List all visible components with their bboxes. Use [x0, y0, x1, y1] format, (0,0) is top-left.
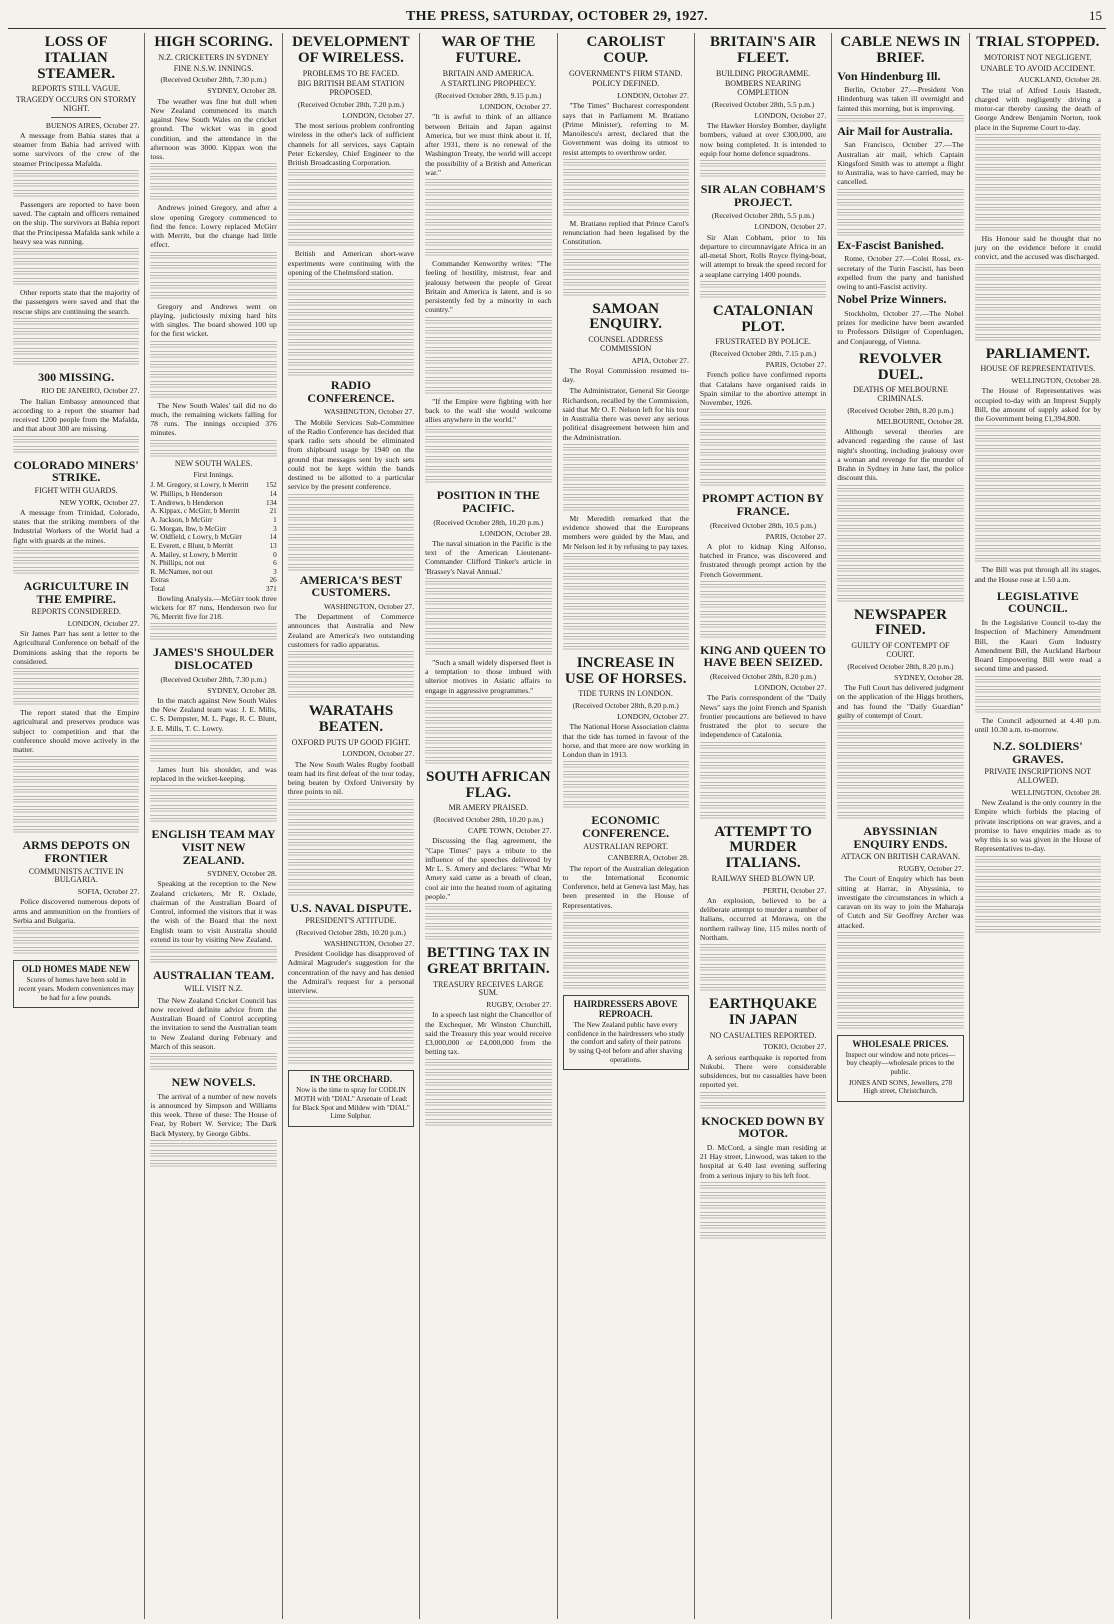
subheading: DEATHS OF MELBOURNE CRIMINALS. — [853, 385, 948, 404]
paragraph: Police discovered numerous depots of arms and ammunition on the frontiers of Serbia and Bulgaria. — [13, 897, 140, 925]
paragraph: The arrival of a number of new novels is announced by Simpson and Williams this week. Three of these: The House of Fear, by Robert W. Service; The Dark Back Mystery, by George Gibbs. — [150, 1091, 277, 1138]
ad-headline: OLD HOMES MADE NEW — [21, 964, 131, 975]
paragraph: The Department of Commerce announces that Australia and New Zealand are America's two outstanding customers for radio apparatus. — [287, 612, 415, 649]
paragraph: Discussing the flag agreement, the "Cape Times" pays a tribute to the influence of the speeches delivered by Mr L. S. Amery and declares: "What Mr Amery said came as a breath of clean, cool air into the heated room of agitating people." — [425, 836, 552, 901]
dateline: PERTH, October 27. — [763, 885, 827, 895]
headline: ECONOMIC CONFERENCE. — [582, 813, 670, 841]
dateline: LONDON, October 27. — [342, 749, 415, 759]
received-line: (Received October 28th, 9.15 p.m.) — [435, 91, 542, 101]
dateline: SYDNEY, October 28. — [207, 86, 277, 96]
column-4 — [420, 33, 557, 1619]
ad-text: Inspect our window and note prices—buy cheaply—wholesale prices to the public. — [845, 1050, 956, 1077]
received-line: (Received October 28th, 8.20 p.m.) — [847, 405, 954, 415]
article-pacific — [425, 489, 551, 763]
dateline: MELBOURNE, October 28. — [876, 416, 964, 426]
subheading: FINE N.S.W. INNINGS. — [173, 63, 254, 73]
paragraph: The Royal Commission resumed to-day. — [562, 365, 689, 385]
headline: POSITION IN THE PACIFIC. — [436, 488, 540, 515]
paragraph: President Coolidge has disapproved of Admiral Magruder's suggestion for the concentration of the navy and has denied the Admiral's request for a personal interview. — [287, 949, 415, 996]
subheading: FRUSTRATED BY POLICE. — [715, 337, 811, 347]
dateline: AUCKLAND, October 28. — [1018, 75, 1101, 85]
article-english-team — [150, 828, 276, 963]
dateline: LONDON, October 27. — [617, 91, 689, 101]
score-row: W. Oldfield, c Lowry, b McGirr 14 — [150, 533, 277, 542]
dateline: RUGBY, October 27. — [486, 1000, 552, 1010]
article-cobham — [700, 183, 826, 298]
dateline: BUENOS AIRES, October 27. — [45, 120, 140, 130]
ad-text: The New Zealand public have every confidence in the hairdressers who study the comfort and safety of their patrons by using Q-tol before and after shaving operations. — [567, 1020, 685, 1064]
paragraph: The report stated that the Empire agricultural and preserves produce was subject to competition and that the conference should move actively in the matter. — [13, 708, 140, 755]
paragraph: Although several theories are advanced regarding the cause of last night's shooting, including jealousy over a woman and revenge for the murder of Brahn in Sydney in June last, the police discount this. — [837, 427, 964, 483]
headline: NEWSPAPER FINED. — [853, 606, 947, 639]
headline: U.S. NAVAL DISPUTE. — [290, 900, 412, 915]
subheading: ATTACK ON BRITISH CARAVAN. — [840, 852, 960, 862]
headline: LOSS OF ITALIAN STEAMER. — [37, 34, 116, 82]
news-item-heading: Ex-Fascist Banished. — [837, 237, 944, 252]
dateline: WELLINGTON, October 28. — [1011, 787, 1101, 797]
article-wireless — [288, 35, 414, 698]
subheading: MR AMERY PRAISED. — [448, 803, 529, 813]
paragraph: The Council adjourned at 4.40 p.m. until 10.30 a.m. to-morrow. — [974, 715, 1101, 734]
article-australian-team — [150, 969, 276, 1070]
subheading: BIG BRITISH BEAM STATION PROPOSED. — [297, 79, 405, 98]
paragraph: The New Zealand Cricket Council has now received definite advice from the Australian Board of Control accepting the invitation to send the Australian team to New Zealand during February and March of this season. — [150, 995, 277, 1051]
score-row: N. Phillips, not out 6 — [150, 559, 277, 568]
article-agriculture — [13, 580, 139, 833]
column-2 — [145, 33, 282, 1619]
paragraph: In the match against New South Wales the New Zealand team was: J. E. Mills, C. S. Dempster, M. L. Page, R. C. Blunt, J. E. Mills, T. C. Lowry. — [150, 695, 277, 733]
score-row: G. Morgan, lbw, b McGirr 3 — [150, 524, 277, 533]
article-soldiers-graves — [975, 740, 1101, 933]
paragraph: The New South Wales Rugby football team had its first defeat of the tour today, being beaten by Oxford University by three points to nil. — [287, 759, 415, 797]
subheading: GUILTY OF CONTEMPT OF COURT. — [851, 641, 950, 660]
subheading: UNABLE TO AVOID ACCIDENT. — [980, 63, 1096, 73]
headline: WAR OF THE FUTURE. — [441, 34, 536, 66]
paragraph: In the Legislative Council to-day the Inspection of Machinery Amendment Bill, the Kauri Gum Industry Amendment Bill, the Auckland Harbour Board Empowering Bill were read a second time and passed. — [974, 618, 1101, 674]
article-bulgaria — [13, 839, 139, 954]
headline: N.Z. SOLDIERS' GRAVES. — [992, 739, 1083, 766]
dateline: WASHINGTON, October 27. — [323, 407, 415, 417]
article-revolver-duel — [837, 352, 963, 602]
subheading: N.Z. CRICKETERS IN SYDNEY — [158, 52, 269, 62]
headline: CATALONIAN PLOT. — [712, 302, 814, 335]
paragraph: Commander Kenworthy writes: "The feeling of hostility, mistrust, fear and jealousy between the people of Great Britain and America is latent, and is so persistently fed by a minority in each country." — [425, 259, 552, 315]
paragraph: M. Bratiano replied that Prince Carol's renunciation had been legalised by the Constitution. — [562, 218, 689, 247]
paragraph: Passengers are reported to have been saved. The captain and officers remained on the ship. The survivors at Bahia report that the Principessa Mafalda sank while a heavy sea was running. — [13, 199, 140, 246]
headline: COLORADO MINERS' STRIKE. — [13, 457, 139, 485]
advertisement — [288, 1070, 414, 1127]
paragraph: A message from Trinidad, Colorado, states that the striking members of the Industrial Workers of the World had a fight with guards at the mines. — [13, 507, 140, 545]
paragraph: In a speech last night the Chancellor of the Exchequer, Mr Winston Churchill, said the Treasury this year would receive £3,000,000 or £4,000,000 from the betting tax. — [425, 1010, 552, 1057]
paragraph: New Zealand is the only country in the Empire which forbids the placing of private inscriptions on war graves, and a promise to have enquiries made as to why this is so was given in the House of Representatives to-day. — [974, 798, 1101, 854]
page-number: 15 — [1089, 8, 1102, 23]
received-line: (Received October 28th, 10.5 p.m.) — [709, 520, 817, 530]
received-line: (Received October 28th, 7.30 p.m.) — [160, 674, 267, 684]
score-total: Total 371 — [150, 585, 277, 594]
article-legislative — [975, 590, 1101, 734]
received-line: (Received October 28th, 10.20 p.m.) — [433, 815, 544, 825]
article-economic — [563, 814, 689, 988]
columns — [8, 33, 1106, 1619]
article-prompt-action — [700, 492, 826, 637]
headline: PROMPT ACTION BY FRANCE. — [702, 491, 824, 518]
article-carolist — [563, 35, 689, 296]
ad-headline: HAIRDRESSERS ABOVE REPROACH. — [573, 998, 678, 1019]
article-king-queen — [700, 644, 826, 819]
dateline: WASHINGTON, October 27. — [323, 601, 415, 611]
column-1 — [8, 33, 145, 1619]
subheading: REPORTS STILL VAGUE. — [31, 84, 121, 94]
received-line: (Received October 28th, 10.20 p.m.) — [295, 927, 406, 937]
article-high-scoring — [150, 35, 276, 640]
headline: ABYSSINIAN ENQUIRY ENDS. — [853, 824, 948, 851]
subheading: COMMUNISTS ACTIVE IN BULGARIA. — [28, 866, 124, 885]
subheading: REPORTS CONSIDERED. — [31, 607, 121, 617]
ad-signature: JONES AND SONS, Jewellers, 278 High street, Christchurch. — [848, 1078, 953, 1096]
advertisement — [13, 960, 139, 1008]
dateline: SYDNEY, October 28. — [207, 685, 277, 695]
article-missing — [13, 371, 139, 453]
ad-text: Scores of homes have been sold in recent years. Modern conveniences may be had for a few pounds. — [18, 976, 134, 1002]
dateline: SYDNEY, October 28. — [894, 672, 964, 682]
article-murder-italians — [700, 825, 826, 992]
paragraph: Mr Meredith remarked that the evidence showed that the Europeans members were guided by the Mau, and Mr Nelson led it by refusing to pay taxes. — [562, 513, 689, 551]
subheading: NO CASUALTIES REPORTED. — [709, 1030, 817, 1040]
paragraph: James hurt his shoulder, and was replaced in the wicket-keeping. — [150, 764, 277, 784]
article-newspaper-fined — [837, 608, 963, 819]
paragraph: The House of Representatives was occupied to-day with an Imprest Supply Bill, the amount of supply asked for by the Government being £1,394,800. — [974, 386, 1101, 424]
paragraph: Other reports state that the majority of the passengers were saved and that the rescue ships are continuing the search. — [13, 288, 140, 316]
received-line: (Received October 28th, 8.20 p.m.) — [709, 672, 817, 681]
score-row: J. M. Gregory, st Lowry, b Merritt 152 — [150, 481, 277, 490]
subheading: TIDE TURNS IN LONDON. — [578, 689, 673, 699]
paragraph: French police have confirmed reports that Catalans have organised raids in Spain similar to the abortive attempt in November, 1926. — [699, 370, 827, 408]
dateline: SOFIA, October 27. — [77, 887, 140, 897]
dateline: CANBERRA, October 28. — [607, 853, 689, 863]
score-row: E. Everett, c Blunt, b Merritt 13 — [150, 541, 277, 550]
paragraph: A plot to kidnap King Alfonso, hatched in France, was discovered and frustrated through prompt action by the French Government. — [699, 541, 827, 579]
paragraph: The National Horse Association claims that the tide has turned in favour of the horse, and that more are now working in London than in 1913. — [562, 722, 689, 760]
headline: REVOLVER DUEL. — [858, 350, 943, 383]
article-new-novels — [150, 1076, 276, 1167]
headline: ARMS DEPOTS ON FRONTIER — [22, 838, 130, 866]
subheading: PRIVATE INSCRIPTIONS NOT ALLOWED. — [984, 767, 1092, 786]
scoreboard — [150, 481, 276, 593]
subheading: PRESIDENT'S ATTITUDE. — [305, 916, 397, 926]
subheading: TREASURY RECEIVES LARGE SUM. — [433, 979, 544, 998]
column-7 — [832, 33, 969, 1619]
paragraph: "The Times" Bucharest correspondent says that in Parliament M. Bratiano (Prime Minister), referring to M. Manoilescu's arrest, declared that the Government was doing its utmost to resist attempts to overthrow order. — [562, 101, 689, 157]
subheading: BOMBERS NEARING COMPLETION — [724, 79, 802, 98]
subheading: A STARTLING PROPHECY. — [440, 79, 537, 89]
advertisement — [563, 995, 689, 1070]
paragraph: A serious earthquake is reported from Nukubi. There were considerable subsidences, but no casualties have been reported yet. — [699, 1052, 827, 1090]
article-italian-steamer — [13, 35, 139, 365]
headline: ATTEMPT TO MURDER ITALIANS. — [714, 823, 812, 871]
dateline: LONDON, October 28. — [479, 528, 552, 538]
received-line: (Received October 28th, 8.20 p.m.) — [572, 701, 679, 711]
ad-headline: IN THE ORCHARD. — [309, 1074, 392, 1085]
dateline: LONDON, October 27. — [754, 683, 827, 692]
score-row: A. Kippax, c McGirr, b Merritt 21 — [150, 507, 277, 516]
subheading: PROBLEMS TO BE FACED. — [302, 68, 400, 78]
score-row: Extras 26 — [150, 576, 277, 585]
subheading: RAILWAY SHED BLOWN UP. — [711, 873, 815, 883]
paragraph: The Bill was put through all its stages, and the House rose at 1.50 a.m. — [974, 565, 1101, 584]
paragraph: Gregory and Andrews went on playing, judiciously mixing hard hits with singles. The board showed 100 up for the first wicket. — [150, 301, 277, 339]
subheading: AUSTRALIAN REPORT. — [583, 841, 669, 851]
paragraph: The weather was fine but dull when New Zealand commenced its match against New South Wales on the cricket ground. The wicket was in good condition, and the attendance in the afternoon was 3000. Kippax won the toss. — [150, 96, 277, 162]
paragraph: Rome, October 27.—Colei Rossi, ex-secretary of the Turin Fascisti, has been expelled from the party and banished owing to anti-Fascist activity. — [837, 254, 964, 292]
headline: SAMOAN ENQUIRY. — [589, 300, 663, 333]
article-horses — [563, 656, 689, 809]
dateline: PARIS, October 27. — [765, 360, 827, 370]
dateline: PARIS, October 27. — [765, 531, 827, 541]
article-cable-news — [837, 35, 963, 346]
article-air-fleet — [700, 35, 826, 177]
paragraph: The Paris correspondent of the "Daily News" says the joint French and Spanish frontier precautions are believed to have frustrated the plot to secure the independence of Catalonia. — [699, 693, 827, 740]
subheading: FIGHT WITH GUARDS. — [34, 485, 118, 495]
masthead-title: THE PRESS, SATURDAY, OCTOBER 29, 1927. — [406, 9, 708, 24]
subheading: POLICY DEFINED. — [592, 79, 660, 89]
subheading: HOUSE OF REPRESENTATIVES. — [980, 364, 1096, 374]
subheading: BUILDING PROGRAMME. — [715, 68, 811, 78]
paragraph: The Administrator, General Sir George Richardson, recalled by the Commission, said that Mr O. F. Nelson left for his tour in Australia there was never any serious political disagreement between him and the Administration. — [562, 386, 689, 442]
article-betting-tax — [425, 946, 551, 1126]
article-war-future — [425, 35, 551, 483]
paragraph: His Honour said he thought that no jury on the evidence before it could convict, and the accused was discharged. — [974, 233, 1101, 262]
paragraph: An explosion, believed to be a deliberate attempt to murder a number of Italians, occurred at Morawa, on the northern railway line, 115 miles north of Northam. — [699, 895, 827, 942]
headline: AUSTRALIAN TEAM. — [152, 968, 275, 983]
paragraph: The Italian Embassy announced that according to a report the steamer had received 1200 people from the Mafalda, and that about 300 are missing. — [13, 396, 140, 434]
article-samoan — [563, 302, 689, 650]
article-south-african-flag — [425, 770, 551, 940]
dateline: LONDON, October 27. — [342, 110, 415, 120]
dateline: RIO DE JANEIRO, October 27. — [41, 386, 140, 396]
paragraph: The trial of Alfred Louis Hastedt, charged with negligently driving a motor-car thereby causing the death of George Andrew Benjamin Norton, took place in the Supreme Court to-day. — [974, 85, 1101, 132]
headline: EARTHQUAKE IN JAPAN — [709, 996, 817, 1028]
headline: INCREASE IN USE OF HORSES. — [564, 654, 687, 687]
headline: JAMES'S SHOULDER DISLOCATED — [153, 645, 275, 673]
paragraph: The Full Court has delivered judgment on the application of the Higgs brothers, and has found the "Daily Guardian" guilty of contempt of Court. — [837, 683, 964, 720]
dateline: LONDON, October 27. — [754, 222, 827, 232]
received-line: (Received October 28th, 7.20 p.m.) — [297, 99, 405, 109]
article-naval-dispute — [288, 902, 414, 1065]
headline: LEGISLATIVE COUNCIL. — [996, 588, 1079, 616]
paragraph: The Mobile Services Sub-Committee of the Radio Conference has decided that spark radio sets should be eliminated from shipboard usage by 1940 on the ground that messages sent by such sets could not be kept within the bands destined to be allotted to a particular service by the present conference. — [287, 417, 415, 492]
headline: SOUTH AFRICAN FLAG. — [426, 768, 551, 801]
paragraph: The most serious problem confronting wireless in the other's lack of sufficient channels for all services, says Captain Peter Eckersley, Chief Engineer to the British Broadcasting Corporation. — [287, 121, 415, 168]
paragraph: San Francisco, October 27.—The Australian air mail, which Captain Kingsford Smith was to attempt a flight to Australia, was to have carried, may be cancelled. — [837, 140, 964, 187]
article-colorado — [13, 459, 139, 574]
headline: BETTING TAX IN GREAT BRITAIN. — [426, 945, 550, 977]
article-waratahs — [288, 704, 414, 896]
article-trial-stopped — [975, 35, 1101, 341]
received-line: (Received October 28th, 5.5 p.m.) — [711, 99, 815, 109]
paragraph: Stockholm, October 27.—The Nobel prizes for medicine have been awarded to Professors Dilstiger of Copenhagen, and Conjauregg, of Vienna. — [837, 308, 964, 346]
column-6 — [695, 33, 832, 1619]
advertisement — [837, 1035, 963, 1102]
headline: ENGLISH TEAM MAY VISIT NEW ZEALAND. — [151, 827, 276, 867]
paragraph: Sir James Parr has sent a letter to the Agricultural Conference on behalf of the Dominions asking that the reports be considered. — [13, 629, 140, 666]
article-parliament — [975, 347, 1101, 584]
paragraph: D. McCord, a single man residing at 21 Hay street, Linwood, was taken to the hospital at 6.40 last evening suffering from a serious injury to his left foot. — [699, 1142, 827, 1180]
headline: HIGH SCORING. — [154, 34, 273, 50]
headline: BRITAIN'S AIR FLEET. — [710, 34, 817, 66]
news-item-heading: Nobel Prize Winners. — [837, 292, 947, 307]
dateline: LONDON, October 27. — [67, 618, 140, 628]
received-line: (Received October 28th, 7.30 p.m.) — [160, 75, 267, 85]
article-earthquake — [700, 997, 826, 1109]
paragraph: Andrews joined Gregory, and after a slow opening Gregory commenced to find the fence. Lowry replaced McGirr with Merritt, but the change had little effect. — [150, 203, 277, 250]
subheading: MOTORIST NOT NEGLIGENT. — [984, 52, 1092, 62]
headline: AGRICULTURE IN THE EMPIRE. — [23, 578, 129, 606]
paragraph: Bowling Analysis.—McGirr took three wickets for 87 runs, Henderson two for 76, Merritt five for 218. — [150, 593, 277, 622]
scores-subtitle: First Innings. — [193, 470, 234, 480]
subheading: BRITAIN AND AMERICA. — [442, 68, 534, 78]
paragraph: Sir Alan Cobham, prior to his departure to circumnavigate Africa in an all-metal Short, Rolls Royce flying-boat, will attempt to break the speed record for a seaplane carrying 1400 pounds. — [699, 232, 827, 279]
paragraph: "If the Empire were fighting with her back to the wall she would welcome allies anywhere in the world." — [425, 396, 552, 425]
paragraph: A message from Bahia states that a steamer from Bahia had arrived with some survivors of the crew of the steamer Principessa Mafalda. — [13, 130, 140, 168]
article-knocked-down — [700, 1115, 826, 1239]
dateline: NEW YORK, October 27. — [59, 497, 140, 507]
dateline: RUGBY, October 27. — [898, 864, 964, 874]
masthead — [8, 6, 1106, 29]
received-line: (Received October 28th, 10.20 p.m.) — [433, 517, 544, 527]
paragraph: Berlin, October 27.—President Von Hindenburg was taken ill overnight and fainted this morning, but is improving. — [837, 85, 964, 113]
scores-title: NEW SOUTH WALES. — [174, 458, 253, 468]
headline: KNOCKED DOWN BY MOTOR. — [701, 1113, 825, 1141]
paragraph: The report of the Australian delegation to the International Economic Conference, held at Geneva last May, has been presented in the House of Representatives. — [562, 863, 689, 910]
dateline: LONDON, October 27. — [617, 712, 689, 722]
headline: KING AND QUEEN TO HAVE BEEN SEIZED. — [700, 642, 827, 670]
headline: DEVELOPMENT OF WIRELESS. — [292, 34, 410, 66]
article-catalonian — [700, 304, 826, 487]
dateline: LONDON, October 27. — [754, 110, 827, 120]
subheading: TRAGEDY OCCURS ON STORMY NIGHT. — [15, 95, 137, 113]
dateline: CAPE TOWN, October 27. — [468, 826, 552, 836]
headline: CABLE NEWS IN BRIEF. — [840, 34, 961, 66]
paragraph: "Such a small widely dispersed fleet is a temptation to those imbued with ulterior motives in Asiatic affairs to engage in aggressive programmes." — [425, 657, 552, 695]
paragraph: "It is awful to think of an alliance between Britain and Japan against America, but we must think about it. If, after 1931, there is no renewal of the Washington Treaty, the world will accept the possibility of a British and American war." — [425, 112, 552, 177]
score-row: R. McNamee, not out 3 — [150, 567, 277, 576]
paragraph: The New South Wales' tail did no do much, the remaining wickets falling for 78 runs. The innings occupied 376 minutes. — [150, 400, 277, 438]
received-line: (Received October 28th, 5.5 p.m.) — [711, 211, 815, 221]
paragraph: British and American short-wave experiments were continuing with the opening of the Chelmsford station. — [287, 249, 415, 277]
headline: PARLIAMENT. — [985, 345, 1090, 362]
score-row: A. Jackson, b McGirr 1 — [150, 515, 277, 524]
subheading: WILL VISIT N.Z. — [184, 983, 243, 993]
headline: SIR ALAN COBHAM'S PROJECT. — [700, 182, 826, 209]
ad-text: Now is the time to spray for CODLIN MOTH with "DIAL" Arsenate of Lead: for Black Spot and Mildew with "DIAL" Lime Sulphur. — [292, 1086, 410, 1121]
score-row: T. Andrews, b Henderson 134 — [150, 498, 277, 507]
dateline: WASHINGTON, October 27. — [323, 938, 415, 948]
headline: TRIAL STOPPED. — [976, 34, 1100, 50]
dateline: TOKIO, October 27. — [763, 1042, 827, 1052]
paragraph: The Court of Enquiry which has been sitting at Harrar, in Abyssinia, to investigate the circumstances in which a caravan on its way to join the Maharaja of Cutch and Sir Geoffrey Archer was attacked. — [837, 874, 964, 930]
article-abyssinian — [837, 825, 963, 1029]
received-line: (Received October 28th, 8.20 p.m.) — [847, 661, 954, 671]
section-heading: AMERICA'S BEST CUSTOMERS. — [299, 572, 403, 600]
article-james-shoulder — [150, 646, 276, 822]
section-heading: RADIO CONFERENCE. — [307, 378, 395, 405]
received-line: (Received October 28th, 7.15 p.m.) — [709, 349, 817, 359]
column-5 — [558, 33, 695, 1619]
news-item-heading: Von Hindenburg Ill. — [837, 68, 941, 83]
paragraph: Speaking at the reception to the New Zealand cricketers, Mr R. Oxlade, chairman of the Australian Board of Control, informed the visitors that it was the wish of the Board that the next English team to visit Australia should extend its tour by visiting New Zealand. — [150, 879, 277, 944]
paragraph: The Hawker Horsley Bomber, daylight bombers, valued at over £300,000, are now being completed. It is intended to equip four home defence squadrons. — [699, 121, 827, 158]
column-3 — [283, 33, 420, 1619]
news-item-heading: Air Mail for Australia. — [837, 123, 953, 138]
headline: CAROLIST COUP. — [586, 34, 665, 66]
ad-headline: WHOLESALE PRICES. — [852, 1038, 949, 1049]
dateline: APIA, October 27. — [631, 355, 689, 365]
subheading: OXFORD PUTS UP GOOD FIGHT. — [291, 737, 411, 747]
dateline: SYDNEY, October 28. — [207, 869, 277, 879]
column-8 — [970, 33, 1106, 1619]
headline: 300 MISSING. — [38, 369, 115, 384]
dateline: LONDON, October 27. — [479, 102, 552, 112]
score-row: W. Phillips, b Henderson 14 — [150, 490, 277, 499]
paragraph: The naval situation in the Pacific is the text of the American Lieutenant-Commander Clifford Tinker's article in 'Brassey's Naval Annual.' — [425, 538, 552, 576]
headline: WARATAHS BEATEN. — [308, 703, 394, 735]
subheading: GOVERNMENT'S FIRM STAND. — [568, 68, 683, 78]
dateline: WELLINGTON, October 28. — [1011, 376, 1101, 386]
score-row: A. Mailey, st Lowry, b Merritt 0 — [150, 550, 277, 559]
headline: NEW NOVELS. — [171, 1075, 256, 1090]
subheading: COUNSEL ADDRESS COMMISSION — [588, 335, 663, 353]
